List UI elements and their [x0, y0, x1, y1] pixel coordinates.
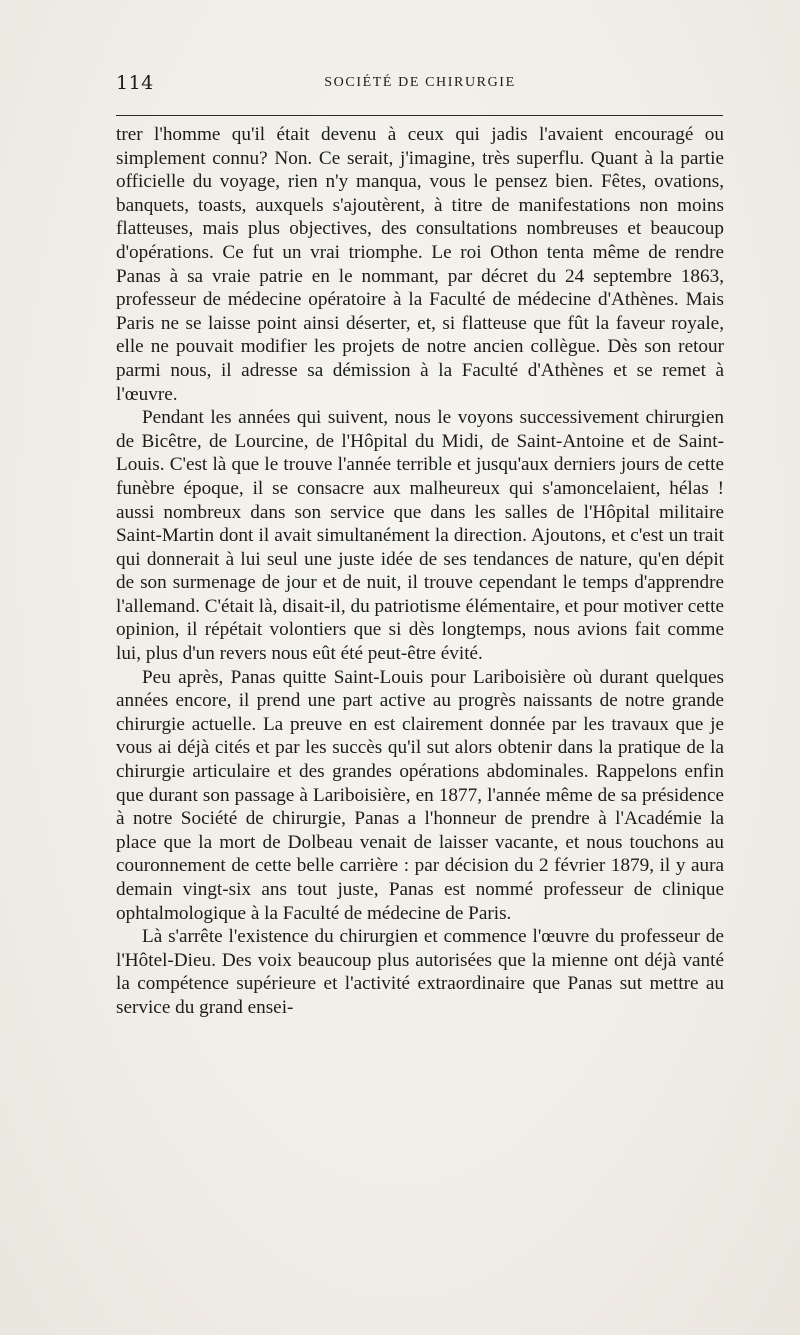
- paragraph-4: Là s'arrête l'existence du chirurgien et commence l'œuvre du professeur de l'Hôtel-Dieu. Des voix beaucoup plus autorisées que la mienne ont déjà vanté la compétence supérieure et l'activité extraordinaire que Panas sut mettre au service du grand ensei-: [116, 926, 724, 1018]
- page-header: [116, 72, 724, 96]
- paragraph-2: Pendant les années qui suivent, nous le voyons successivement chirurgien de Bicêtre, de Lourcine, de l'Hôpital du Midi, de Saint-Antoine et de Saint-Louis. C'est là que le trouve l'année terrible et jusqu'aux derniers jours de cette funèbre époque, il se consacre aux malheureux qui s'amoncelaient, hélas ! aussi nombreux dans son service que dans les salles de l'Hôpital militaire Saint-Martin dont il avait simultanément la direction. Ajoutons, et c'est un trait qui donnerait à lui seul une juste idée de ses tendances de nature, qu'en dépit de son surmenage de jour et de nuit, il trouve cependant le temps d'apprendre l'allemand. C'était là, disait-il, du patriotisme élémentaire, et pour motiver cette opinion, il répétait volontiers que si dès longtemps, nous avions fait comme lui, plus d'un revers nous eût été peut-être évité.: [116, 407, 724, 665]
- paragraph-3: Peu après, Panas quitte Saint-Louis pour Lariboisière où durant quelques années encore, il prend une part active au progrès naissants de notre grande chirurgie actuelle. La preuve en est clairement donnée par les travaux que je vous ai déjà cités et par les succès qu'il sut alors obtenir dans la pratique de la chirurgie articulaire et des grandes opérations abdominales. Rappelons enfin que durant son passage à Lariboisière, en 1877, l'année même de sa présidence à notre Société de chirurgie, Panas a l'honneur de prendre à l'Académie la place que la mort de Dolbeau venait de laisser vacante, et nous touchons au couronnement de cette belle carrière : par décision du 2 février 1879, il y aura demain vingt-six ans tout juste, Panas est nommé professeur de clinique ophtalmologique à la Faculté de médecine de Paris.: [116, 666, 724, 924]
- page-number: 114: [116, 72, 154, 94]
- running-head: SOCIÉTÉ DE CHIRURGIE: [324, 75, 516, 90]
- paragraph-1: trer l'homme qu'il était devenu à ceux qui jadis l'avaient encouragé ou simplement connu? Non. Ce serait, j'imagine, très superflu. Quant à la partie officielle du voyage, rien n'y manqua, vous le pensez bien. Fêtes, ovations, banquets, toasts, auxquels s'ajoutèrent, à titre de manifestations non moins flatteuses, mais plus objectives, des consultations nombreuses et beaucoup d'opérations. Ce fut un vrai triomphe. Le roi Othon tenta même de rendre Panas à sa vraie patrie en le nommant, par décret du 24 septembre 1863, professeur de médecine opératoire à la Faculté de médecine d'Athènes. Mais Paris ne se laisse point ainsi déserter, et, si flatteuse que fût la faveur royale, elle ne pouvait modifier les projets de notre ancien collègue. Dès son retour parmi nous, il adresse sa démission à la Faculté d'Athènes et se remet à l'œuvre.: [116, 124, 724, 405]
- header-rule: [116, 115, 723, 116]
- body-text: [116, 123, 724, 1020]
